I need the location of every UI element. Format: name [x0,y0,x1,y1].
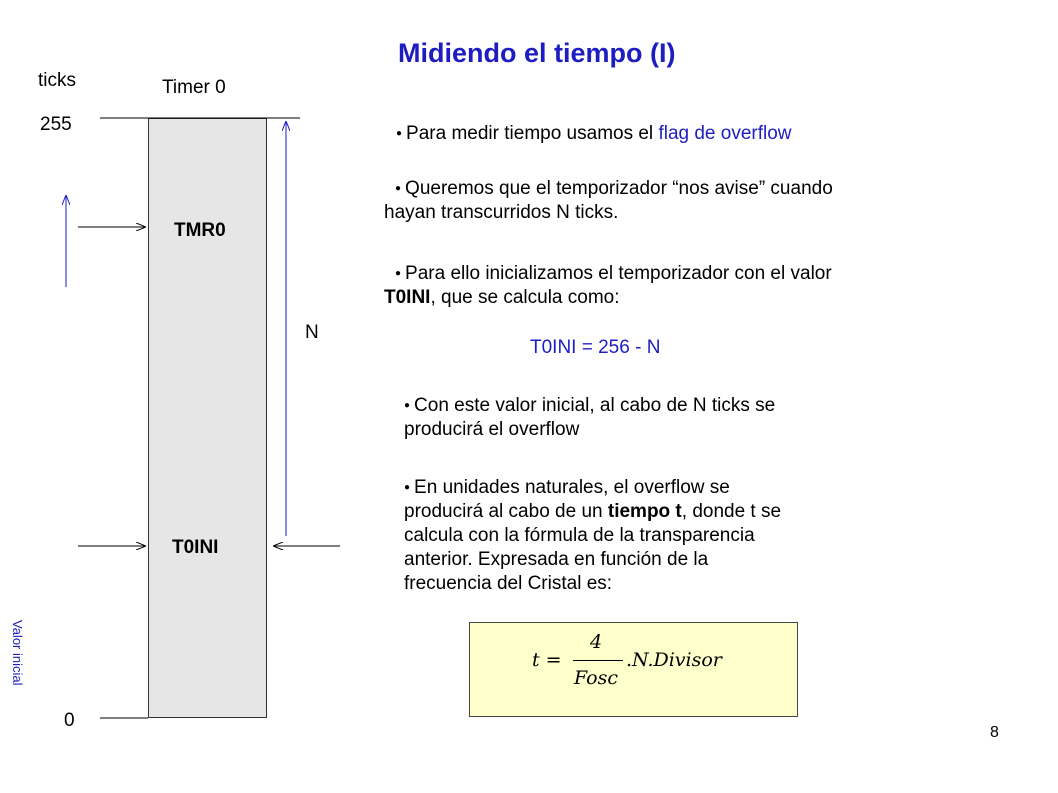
bullet-3: ● Para ello inicializamos el temporizador con el valor T0INI, que se calcula como: [384,263,832,308]
t0ini-label: T0INI [172,537,219,558]
bullet-2: ● Queremos que el temporizador “nos avise” cuando hayan transcurridos N ticks. [384,178,833,223]
n-label: N [305,322,319,343]
fraction-bar [573,660,623,661]
timer-label: Timer 0 [162,77,226,98]
max-value-label: 255 [40,114,72,135]
bullet-4: ● Con este valor inicial, al cabo de N ticks se producirá el overflow [404,395,776,440]
bullet-1: ● Para medir tiempo usamos el flag de overflow [396,123,792,144]
page-number: 8 [990,724,999,741]
min-value-label: 0 [64,710,75,731]
page-title: Midiendo el tiempo (I) [398,38,676,68]
tmr0-label: TMR0 [174,220,226,241]
formula-lhs: t = [532,649,562,671]
t0ini-formula: T0INI = 256 - N [530,337,661,358]
formula-denominator: Fosc [574,667,618,689]
axis-label-ticks: ticks [38,70,76,91]
bullet-5: ● En unidades naturales, el overflow se producirá al cabo de un tiempo t, donde t se calcula con la fórmula de la transparencia anterior. Expresada en función de la frecuencia del Cristal es: [404,477,782,594]
formula-rest: .N.Divisor [626,649,722,671]
formula-numerator: 4 [590,631,603,653]
initial-value-label: Valor inicial [10,620,25,686]
overflow-flag-highlight: flag de overflow [658,123,792,144]
